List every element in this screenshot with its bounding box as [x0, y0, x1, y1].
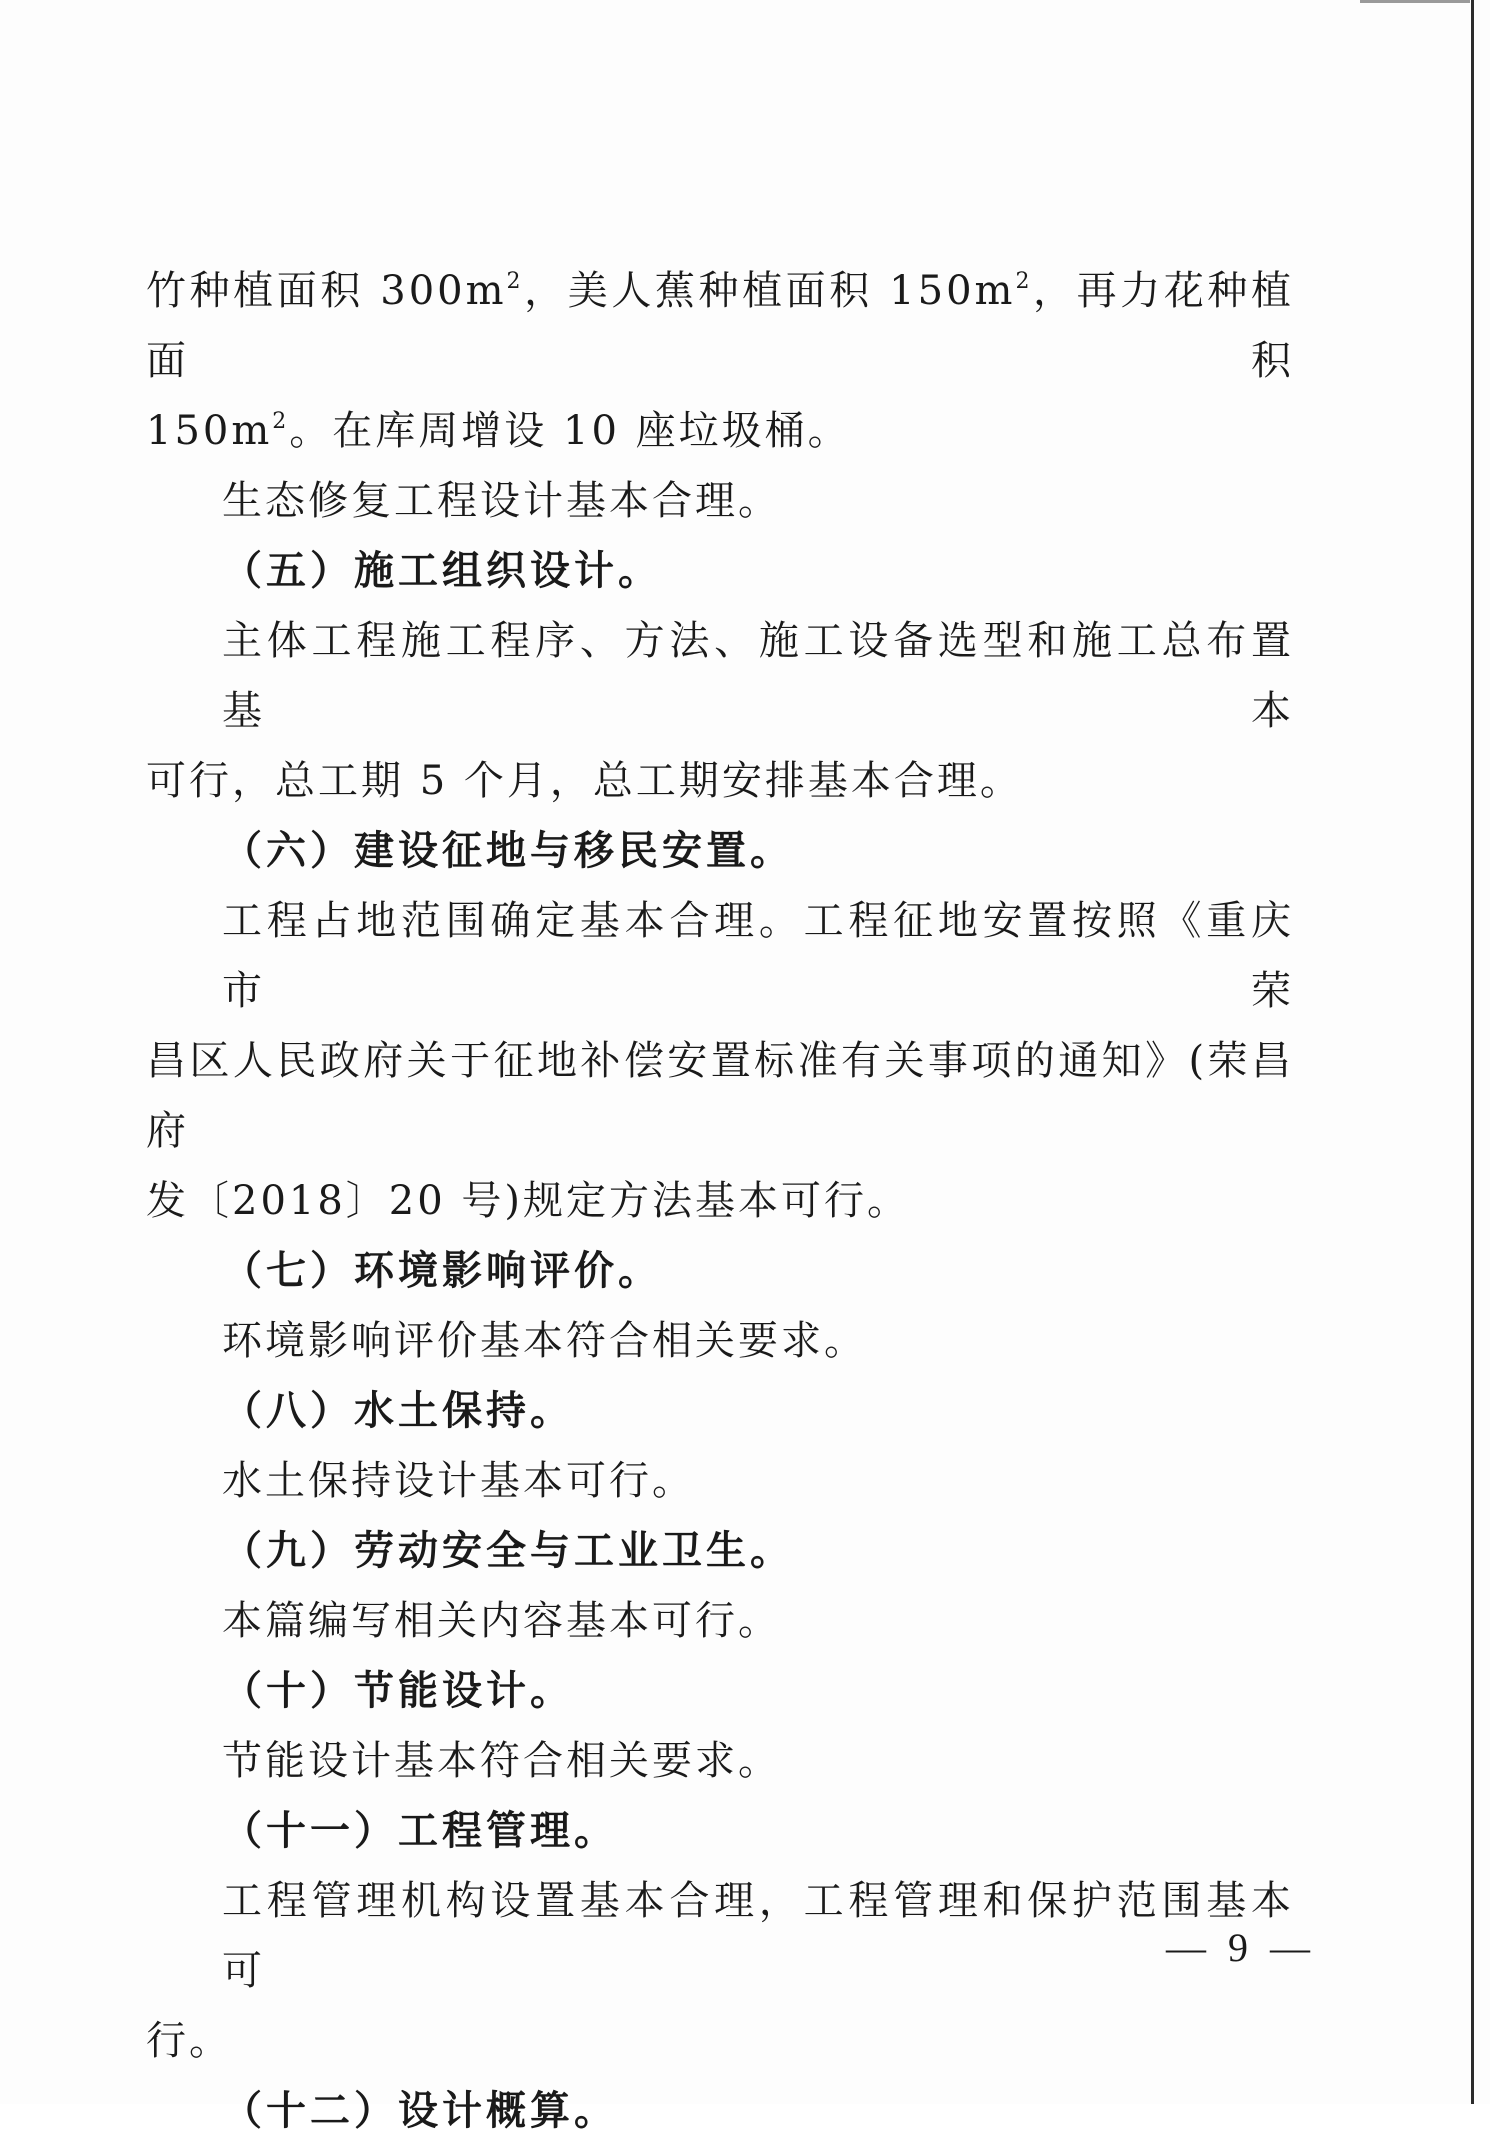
paragraph-line: 竹种植面积 $300m^2$，美人蕉种植面积 $150m^2$，再力花种植面积 [146, 268, 1294, 384]
paragraph-line: $150m^2$。在库周增设 10 座垃圾桶。 [146, 408, 851, 454]
section-heading: （五）施工组织设计。 [222, 548, 662, 594]
paragraph-line: 水土保持设计基本可行。 [222, 1458, 695, 1504]
page-number: — 9 — [1166, 1925, 1316, 1970]
section-heading: （十二）设计概算。 [222, 2088, 618, 2134]
paragraph-line: 可行，总工期 5 个月，总工期安排基本合理。 [146, 758, 1023, 804]
paragraph-line: 工程管理机构设置基本合理，工程管理和保护范围基本可 [222, 1878, 1294, 1994]
paragraph-eco-conclusion: 生态修复工程设计基本合理。 [222, 478, 781, 524]
paragraph-line: 环境影响评价基本符合相关要求。 [222, 1318, 867, 1364]
section-heading: （十一）工程管理。 [222, 1808, 618, 1854]
paragraph-line: 工程占地范围确定基本合理。工程征地安置按照《重庆市荣 [222, 898, 1294, 1014]
paragraph-line: 主体工程施工程序、方法、施工设备选型和施工总布置基本 [222, 618, 1294, 734]
paragraph-line: 节能设计基本符合相关要求。 [222, 1738, 781, 1784]
paragraph-line: 发〔2018〕20 号)规定方法基本可行。 [146, 1178, 911, 1224]
document-body [146, 256, 1294, 2146]
scan-edge-right [1471, 0, 1474, 2104]
section-heading: （十）节能设计。 [222, 1668, 574, 1714]
paragraph-line: 昌区人民政府关于征地补偿安置标准有关事项的通知》(荣昌府 [146, 1038, 1294, 1154]
paragraph-line: 行。 [146, 2018, 232, 2064]
section-heading: （七）环境影响评价。 [222, 1248, 662, 1294]
scan-edge-top [1360, 0, 1470, 3]
section-heading: （九）劳动安全与工业卫生。 [222, 1528, 794, 1574]
section-heading: （六）建设征地与移民安置。 [222, 828, 794, 874]
section-heading: （八）水土保持。 [222, 1388, 574, 1434]
paragraph-line: 本篇编写相关内容基本可行。 [222, 1598, 781, 1644]
